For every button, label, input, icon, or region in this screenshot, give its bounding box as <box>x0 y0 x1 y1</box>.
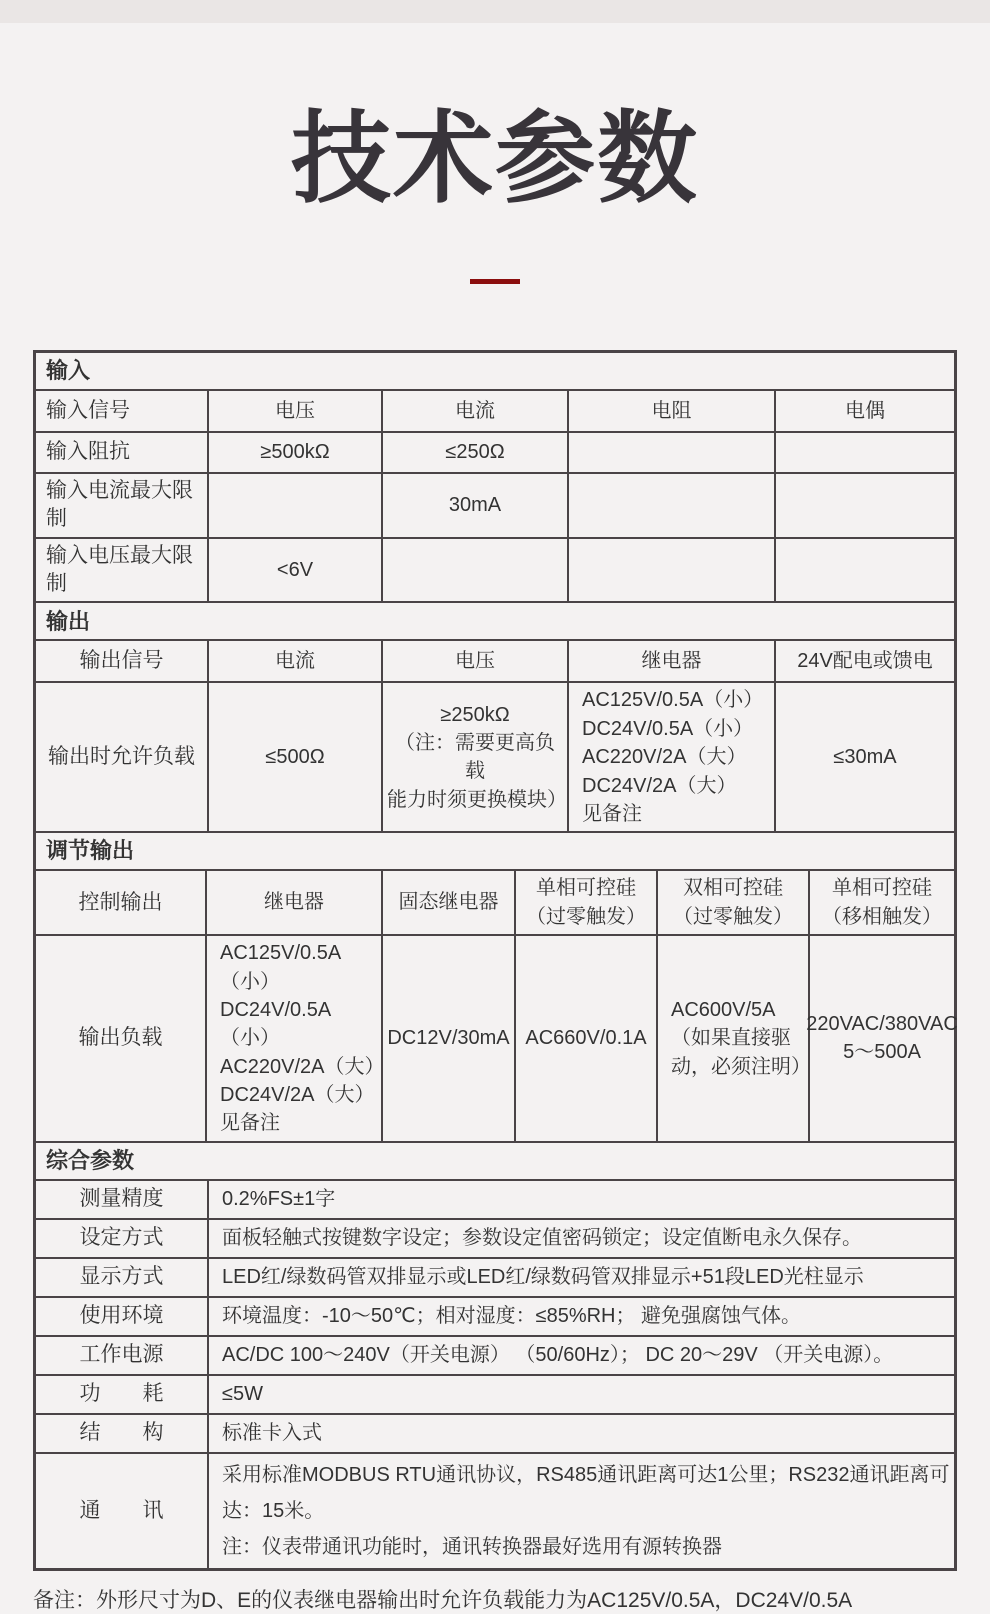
cell-line: 双相可控硅 <box>683 877 783 900</box>
section-header-input: 输入 <box>46 358 91 384</box>
table-cell-scr-single-phase <box>808 871 954 934</box>
table-row-output-load <box>36 681 954 831</box>
cell-line: 能力时须更换模块） <box>387 788 567 811</box>
table-cell: 环境温度：-10～50℃；相对湿度：≤85%RH； 避免强腐蚀气体。 <box>207 1298 954 1335</box>
row-label-output-signal: 输出信号 <box>79 649 164 673</box>
table-cell: 固态继电器 <box>381 871 514 934</box>
table-cell: AC660V/0.1A <box>514 936 656 1141</box>
row-label-input-signal: 输入信号 <box>46 398 130 422</box>
row-label-output-load-regulate: 输出负载 <box>78 1026 163 1050</box>
table-cell-voltage-load <box>381 683 567 831</box>
cell-line: 见备注 <box>582 802 642 825</box>
table-cell: 电阻 <box>567 391 774 431</box>
table-row-input-signal <box>36 389 954 431</box>
row-label-setting: 设定方式 <box>79 1226 164 1250</box>
table-cell: ≤30mA <box>774 683 954 831</box>
table-row-output-load-regulate <box>36 934 958 1141</box>
row-label-display: 显示方式 <box>79 1265 164 1289</box>
table-cell-scr-phase-load <box>806 936 958 1141</box>
cell-line: AC125V/0.5A（小） <box>582 689 764 712</box>
table-cell-relay-load <box>567 683 774 831</box>
row-label-control-output: 控制输出 <box>78 890 163 914</box>
cell-line: ≥250kΩ <box>440 703 510 726</box>
table-cell <box>774 474 954 537</box>
cell-line: AC220V/2A（大） <box>582 746 747 769</box>
cell-line: 见备注 <box>220 1112 280 1135</box>
table-cell: 电流 <box>207 641 381 681</box>
table-row-communication <box>36 1452 954 1568</box>
table-cell <box>567 539 774 602</box>
section-header-general: 综合参数 <box>46 1148 135 1173</box>
table-cell: ≤5W <box>207 1376 954 1413</box>
table-row-consumption <box>36 1374 954 1413</box>
table-cell-communication <box>207 1454 954 1568</box>
table-cell: DC12V/30mA <box>381 936 514 1141</box>
cell-line: AC125V/0.5A（小） <box>220 942 342 993</box>
row-label-output-load: 输出时允许负载 <box>48 745 195 769</box>
table-cell <box>381 539 567 602</box>
table-row-control-output <box>36 869 954 934</box>
cell-line: （如果直接驱 <box>671 1027 791 1050</box>
cell-line: 单相可控硅 <box>536 877 636 900</box>
table-cell-scr-dual-load <box>656 936 811 1141</box>
table-row-environment <box>36 1296 954 1335</box>
table-row-power-supply <box>36 1335 954 1374</box>
cell-line: （移相触发） <box>822 905 942 928</box>
cell-line: 5～500A <box>843 1041 921 1064</box>
table-cell: 电压 <box>381 641 567 681</box>
bottom-note: 备注：外形尺寸为D、E的仪表继电器输出时允许负载能力为AC125V/0.5A，DC24V/0.5A <box>33 1588 853 1612</box>
row-label-environment: 使用环境 <box>79 1304 164 1328</box>
cell-line: DC24V/2A（大） <box>220 1084 375 1107</box>
cell-line: DC24V/2A（大） <box>582 774 737 797</box>
page-title: 技术参数 <box>291 103 699 215</box>
table-row-setting <box>36 1218 954 1257</box>
row-label-input-max-voltage: 输入电压最大限制 <box>46 543 193 596</box>
section-row-regulate <box>36 831 954 869</box>
table-cell: ≤500Ω <box>207 683 381 831</box>
table-cell: 30mA <box>381 474 567 537</box>
cell-line: 注：仪表带通讯功能时，通讯转换器最好选用有源转换器 <box>222 1535 722 1558</box>
table-cell: 24V配电或馈电 <box>774 641 954 681</box>
table-cell <box>774 539 954 602</box>
table-cell: 继电器 <box>205 871 381 934</box>
table-cell: 继电器 <box>567 641 774 681</box>
row-label-input-max-current: 输入电流最大限制 <box>46 479 193 531</box>
table-cell: 标准卡入式 <box>207 1415 954 1452</box>
title-divider <box>470 279 520 284</box>
table-cell-scr-single-zero <box>514 871 656 934</box>
row-label-accuracy: 测量精度 <box>79 1187 164 1211</box>
cell-line: （过零触发） <box>673 905 793 928</box>
table-cell <box>774 433 954 472</box>
cell-line: （注：需要更高负载 <box>395 731 555 783</box>
section-header-output: 输出 <box>46 608 91 634</box>
row-label-structure: 结 构 <box>79 1421 164 1445</box>
table-cell: AC/DC 100～240V（开关电源） （50/60Hz）； DC 20～29V （开关电源）。 <box>207 1337 954 1374</box>
table-cell: ≤250Ω <box>381 433 567 472</box>
row-label-power-supply: 工作电源 <box>79 1343 164 1367</box>
cell-line: AC600V/5A <box>671 998 776 1021</box>
cell-line: 单相可控硅 <box>832 877 932 900</box>
table-row-input-impedance <box>36 431 954 472</box>
table-cell: 电流 <box>381 391 567 431</box>
table-row-structure <box>36 1413 954 1452</box>
cell-line: 动，必须注明） <box>671 1055 811 1078</box>
table-cell: 电偶 <box>774 391 954 431</box>
table-row-output-signal <box>36 639 954 681</box>
top-strip <box>0 0 990 23</box>
section-row-output <box>36 601 954 639</box>
cell-line: （过零触发） <box>526 905 646 928</box>
table-cell-relay-load <box>205 936 385 1141</box>
table-cell-scr-dual-zero <box>656 871 808 934</box>
row-label-communication: 通 讯 <box>79 1498 164 1522</box>
table-row-accuracy <box>36 1179 954 1218</box>
section-row-input <box>36 353 954 389</box>
table-cell: 面板轻触式按键数字设定；参数设定值密码锁定；设定值断电永久保存。 <box>207 1220 954 1257</box>
section-header-regulate: 调节输出 <box>46 838 135 864</box>
table-cell <box>567 474 774 537</box>
cell-line: 220VAC/380VAC <box>806 1013 958 1036</box>
row-label-input-impedance: 输入阻抗 <box>46 440 130 464</box>
cell-line: AC220V/2A（大） <box>220 1055 385 1078</box>
cell-line: 采用标准MODBUS RTU通讯协议，RS485通讯距离可达1公里；RS232通讯距离可达：15米。 <box>222 1463 950 1522</box>
cell-line: DC24V/0.5A（小） <box>582 717 754 740</box>
table-cell: 0.2%FS±1字 <box>207 1181 954 1218</box>
section-row-general <box>36 1141 954 1179</box>
table-row-display <box>36 1257 954 1296</box>
table-cell <box>207 474 381 537</box>
table-cell: <6V <box>207 539 381 602</box>
table-cell: LED红/绿数码管双排显示或LED红/绿数码管双排显示+51段LED光柱显示 <box>207 1259 954 1296</box>
table-cell: ≥500kΩ <box>207 433 381 472</box>
table-row-input-max-voltage <box>36 537 954 602</box>
table-row-input-max-current <box>36 472 954 537</box>
row-label-consumption: 功 耗 <box>79 1382 164 1406</box>
spec-table <box>33 350 957 1571</box>
table-cell: 电压 <box>207 391 381 431</box>
cell-line: DC24V/0.5A（小） <box>220 998 332 1050</box>
table-cell <box>567 433 774 472</box>
